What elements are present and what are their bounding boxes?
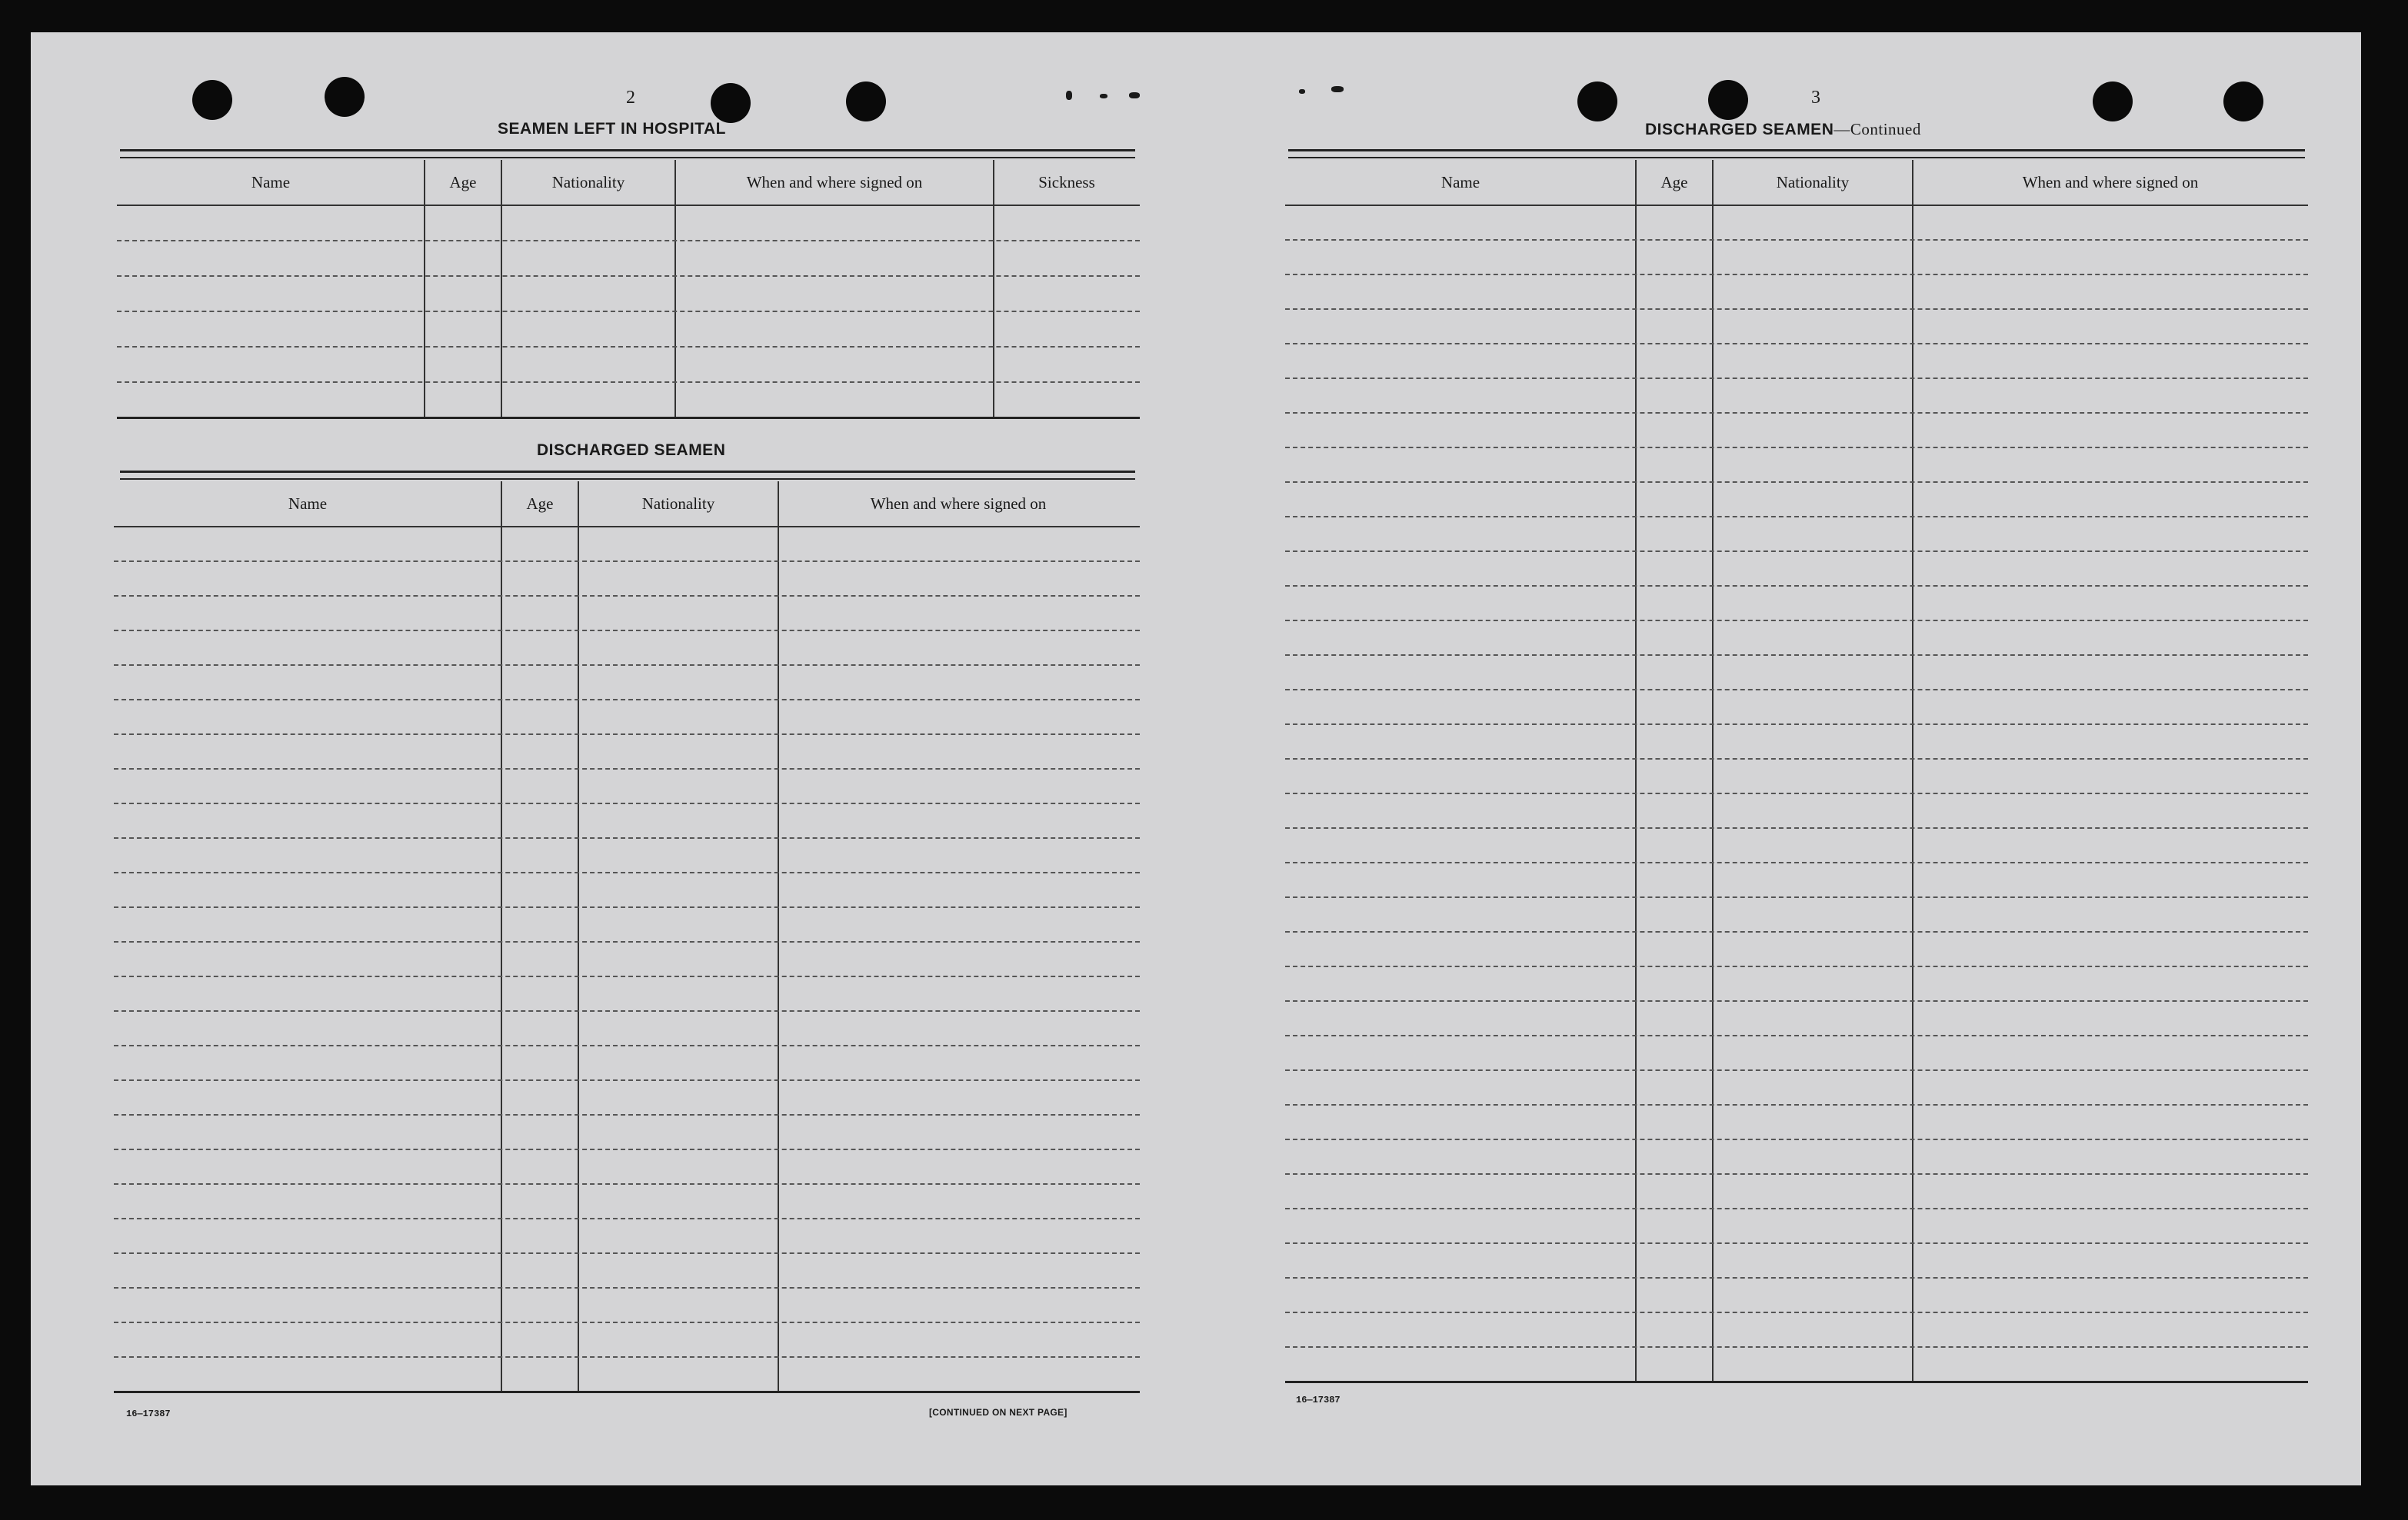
table-row[interactable] [114, 1356, 1140, 1392]
section-title-text: DISCHARGED SEAMEN [1645, 121, 1834, 138]
form-number: 16—17387 [1296, 1395, 1341, 1405]
table-row[interactable] [1285, 1069, 2308, 1106]
table-bottom-rule [114, 1391, 1140, 1393]
table-row[interactable] [114, 699, 1140, 735]
right-page [1196, 32, 2361, 1485]
section-title-discharged: DISCHARGED SEAMEN [537, 441, 726, 459]
table-row[interactable] [1285, 585, 2308, 621]
section-title-suffix: —Continued [1833, 120, 1921, 138]
table-row[interactable] [1285, 447, 2308, 483]
page-number: 2 [626, 88, 635, 108]
punch-hole [711, 83, 751, 123]
table-row[interactable] [1285, 654, 2308, 690]
table-row[interactable] [1285, 308, 2308, 344]
table-row[interactable] [114, 1079, 1140, 1116]
continued-note: [CONTINUED ON NEXT PAGE] [929, 1407, 1067, 1418]
page-number: 3 [1811, 88, 1820, 108]
table-row[interactable] [117, 346, 1140, 383]
discharged-ledger-left [114, 481, 1140, 1433]
table-row[interactable] [1285, 343, 2308, 379]
table-row[interactable] [1285, 723, 2308, 760]
ink-speck [1299, 89, 1305, 94]
section-title-hospital: SEAMEN LEFT IN HOSPITAL [498, 120, 726, 138]
table-row[interactable] [114, 1045, 1140, 1081]
table-row[interactable] [1285, 966, 2308, 1002]
column-header: Name [251, 172, 291, 191]
table-row[interactable] [114, 1010, 1140, 1046]
table-row[interactable] [1285, 689, 2308, 725]
column-header: Sickness [1038, 172, 1095, 191]
table-bottom-rule [117, 417, 1140, 419]
table-bottom-rule [1285, 1381, 2308, 1383]
table-row[interactable] [1285, 862, 2308, 898]
table-row[interactable] [114, 768, 1140, 804]
column-header: Age [449, 172, 477, 191]
table-row[interactable] [1285, 896, 2308, 933]
table-row[interactable] [1285, 1242, 2308, 1279]
table-row[interactable] [114, 1218, 1140, 1254]
ink-speck [1066, 91, 1072, 100]
table-row[interactable] [1285, 239, 2308, 275]
punch-hole [2223, 81, 2263, 121]
punch-hole [1577, 81, 1617, 121]
table-row[interactable] [114, 941, 1140, 977]
table-row[interactable] [114, 976, 1140, 1012]
column-header: When and where signed on [2022, 172, 2199, 191]
table-row[interactable] [114, 1252, 1140, 1289]
section-title-discharged-continued [1645, 120, 1921, 139]
hospital-ledger [117, 160, 1140, 454]
ink-speck [1331, 86, 1344, 92]
table-row[interactable] [117, 381, 1140, 418]
column-header: Age [1660, 172, 1688, 191]
table-row[interactable] [1285, 827, 2308, 863]
discharged-ledger-right [1285, 160, 2308, 1421]
table-row[interactable] [1285, 1000, 2308, 1036]
table-row[interactable] [114, 872, 1140, 908]
table-row[interactable] [114, 803, 1140, 839]
ink-speck [1100, 94, 1107, 98]
punch-hole [2093, 81, 2133, 121]
table-row[interactable] [114, 526, 1140, 562]
table-row[interactable] [1285, 550, 2308, 587]
document-sheet [31, 32, 2361, 1485]
table-row[interactable] [1285, 1173, 2308, 1209]
column-header: When and where signed on [870, 494, 1047, 513]
table-row[interactable] [114, 630, 1140, 666]
double-rule [120, 149, 1135, 158]
punch-hole [846, 81, 886, 121]
table-row[interactable] [114, 1287, 1140, 1323]
table-row[interactable] [114, 664, 1140, 700]
table-row[interactable] [114, 733, 1140, 770]
table-row[interactable] [114, 560, 1140, 597]
punch-hole [192, 80, 232, 120]
table-row[interactable] [114, 1114, 1140, 1150]
table-row[interactable] [114, 595, 1140, 631]
table-row[interactable] [1285, 412, 2308, 448]
table-row[interactable] [114, 837, 1140, 873]
table-row[interactable] [1285, 378, 2308, 414]
table-row[interactable] [117, 311, 1140, 348]
table-row[interactable] [1285, 1139, 2308, 1175]
punch-hole [325, 77, 365, 117]
table-row[interactable] [117, 205, 1140, 241]
table-row[interactable] [1285, 931, 2308, 967]
table-row[interactable] [1285, 1208, 2308, 1244]
table-row[interactable] [1285, 1277, 2308, 1313]
form-number: 16—17387 [126, 1409, 171, 1419]
column-header: Name [1440, 172, 1480, 191]
table-row[interactable] [1285, 758, 2308, 794]
table-row[interactable] [114, 1149, 1140, 1185]
table-row[interactable] [1285, 1312, 2308, 1348]
double-rule [1288, 149, 2305, 158]
table-row[interactable] [1285, 481, 2308, 517]
table-row[interactable] [117, 275, 1140, 312]
table-row[interactable] [1285, 274, 2308, 310]
column-header: Name [288, 494, 328, 513]
table-row[interactable] [114, 906, 1140, 943]
column-header: When and where signed on [746, 172, 923, 191]
column-header: Nationality [641, 494, 715, 513]
column-header: Nationality [1776, 172, 1850, 191]
column-header: Age [526, 494, 554, 513]
table-row[interactable] [1285, 1035, 2308, 1071]
punch-hole [1708, 80, 1748, 120]
table-row[interactable] [1285, 205, 2308, 241]
ink-speck [1129, 92, 1140, 98]
column-header: Nationality [551, 172, 625, 191]
table-row[interactable] [114, 1183, 1140, 1219]
table-row[interactable] [1285, 1346, 2308, 1382]
left-page [31, 32, 1184, 1485]
table-row[interactable] [1285, 1104, 2308, 1140]
double-rule [120, 471, 1135, 480]
table-row[interactable] [1285, 620, 2308, 656]
table-row[interactable] [114, 1322, 1140, 1358]
table-row[interactable] [1285, 516, 2308, 552]
table-row[interactable] [117, 240, 1140, 277]
table-row[interactable] [1285, 793, 2308, 829]
